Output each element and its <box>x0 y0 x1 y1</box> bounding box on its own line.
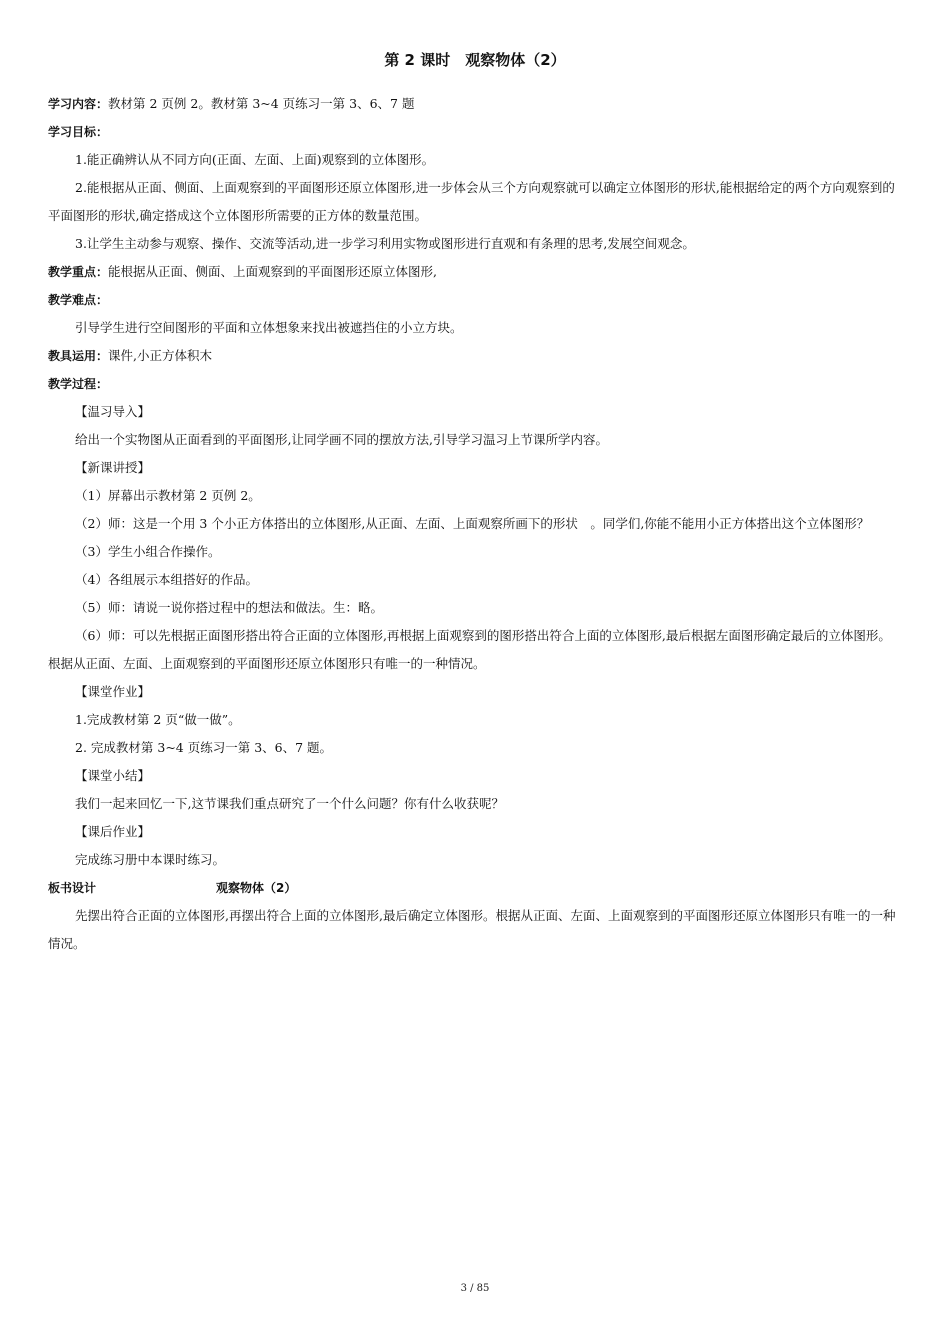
key-point <box>48 258 903 286</box>
teaching-tools-label: 教具运用： <box>48 349 109 363</box>
key-point-label: 教学重点： <box>48 265 109 279</box>
teaching-tools <box>48 342 903 370</box>
new-lesson-item: （3）学生小组合作操作。 <box>75 544 221 559</box>
homework-text: 完成练习册中本课时练习。 <box>75 852 226 867</box>
lesson-body <box>48 90 903 958</box>
page-number: 3 / 85 <box>460 1283 490 1294</box>
learning-goals-label: 学习目标： <box>48 125 109 139</box>
class-work-item: 2. 完成教材第 3~4 页练习一第 3、6、7 题。 <box>75 740 333 755</box>
learning-goals-heading <box>48 118 903 146</box>
new-lesson-item: （4）各组展示本组搭好的作品。 <box>75 572 258 587</box>
new-lesson-heading: 【新课讲授】 <box>75 460 151 475</box>
difficulty-label: 教学难点： <box>48 293 109 307</box>
process-label: 教学过程： <box>48 377 109 391</box>
goal-item: 1.能正确辨认从不同方向(正面、左面、上面)观察到的立体图形。 <box>75 152 435 167</box>
process-heading <box>48 370 903 398</box>
board-design-label: 板书设计 <box>48 881 97 895</box>
page-title: 第 2 课时 观察物体（2） <box>384 51 566 69</box>
summary-heading: 【课堂小结】 <box>75 768 151 783</box>
board-design-title: 观察物体（2） <box>216 881 297 895</box>
goal-item: 2.能根据从正面、侧面、上面观察到的平面图形还原立体图形,进一步体会从三个方向观察就可以确定立体图形的形状,能根据给定的两个方向观察到的平面图形的形状,确定搭成这个立体图形所需要的正方体的数量范围。 <box>48 180 895 223</box>
key-point-text: 能根据从正面、侧面、上面观察到的平面图形还原立体图形, <box>108 264 437 279</box>
learning-content-text: 教材第 2 页例 2。教材第 3~4 页练习一第 3、6、7 题 <box>108 96 415 111</box>
new-lesson-item: （1）屏幕出示教材第 2 页例 2。 <box>75 488 261 503</box>
summary-text: 我们一起来回忆一下,这节课我们重点研究了一个什么问题？你有什么收获呢？ <box>75 796 504 811</box>
class-work-heading: 【课堂作业】 <box>75 684 151 699</box>
learning-content <box>48 90 903 118</box>
difficulty-heading <box>48 286 903 314</box>
new-lesson-item: （6）师：可以先根据正面图形搭出符合正面的立体图形,再根据上面观察到的图形搭出符合上面的立体图形,最后根据左面图形确定最后的立体图形。根据从正面、左面、上面观察到的平面图形还原立体图形只有唯一的一种情况。 <box>48 628 891 671</box>
new-lesson-item: （5）师：请说一说你搭过程中的想法和做法。生：略。 <box>75 600 383 615</box>
board-design <box>48 874 903 902</box>
goal-item: 3.让学生主动参与观察、操作、交流等活动,进一步学习利用实物或图形进行直观和有条理的思考,发展空间观念。 <box>75 236 695 251</box>
board-design-text: 先摆出符合正面的立体图形,再摆出符合上面的立体图形,最后确定立体图形。根据从正面、左面、上面观察到的平面图形还原立体图形只有唯一的一种情况。 <box>48 908 896 951</box>
learning-content-label: 学习内容： <box>48 97 109 111</box>
class-work-item: 1.完成教材第 2 页“做一做”。 <box>75 712 241 727</box>
difficulty-text: 引导学生进行空间图形的平面和立体想象来找出被遮挡住的小立方块。 <box>75 320 463 335</box>
review-text: 给出一个实物图从正面看到的平面图形,让同学画不同的摆放方法,引导学习温习上节课所学内容。 <box>75 432 608 447</box>
teaching-tools-text: 课件,小正方体积木 <box>108 348 212 363</box>
review-heading: 【温习导入】 <box>75 404 151 419</box>
homework-heading: 【课后作业】 <box>75 824 151 839</box>
new-lesson-item: （2）师：这是一个用 3 个小正方体搭出的立体图形,从正面、左面、上面观察所画下的形状 。同学们,你能不能用小正方体搭出这个立体图形？ <box>75 516 870 531</box>
